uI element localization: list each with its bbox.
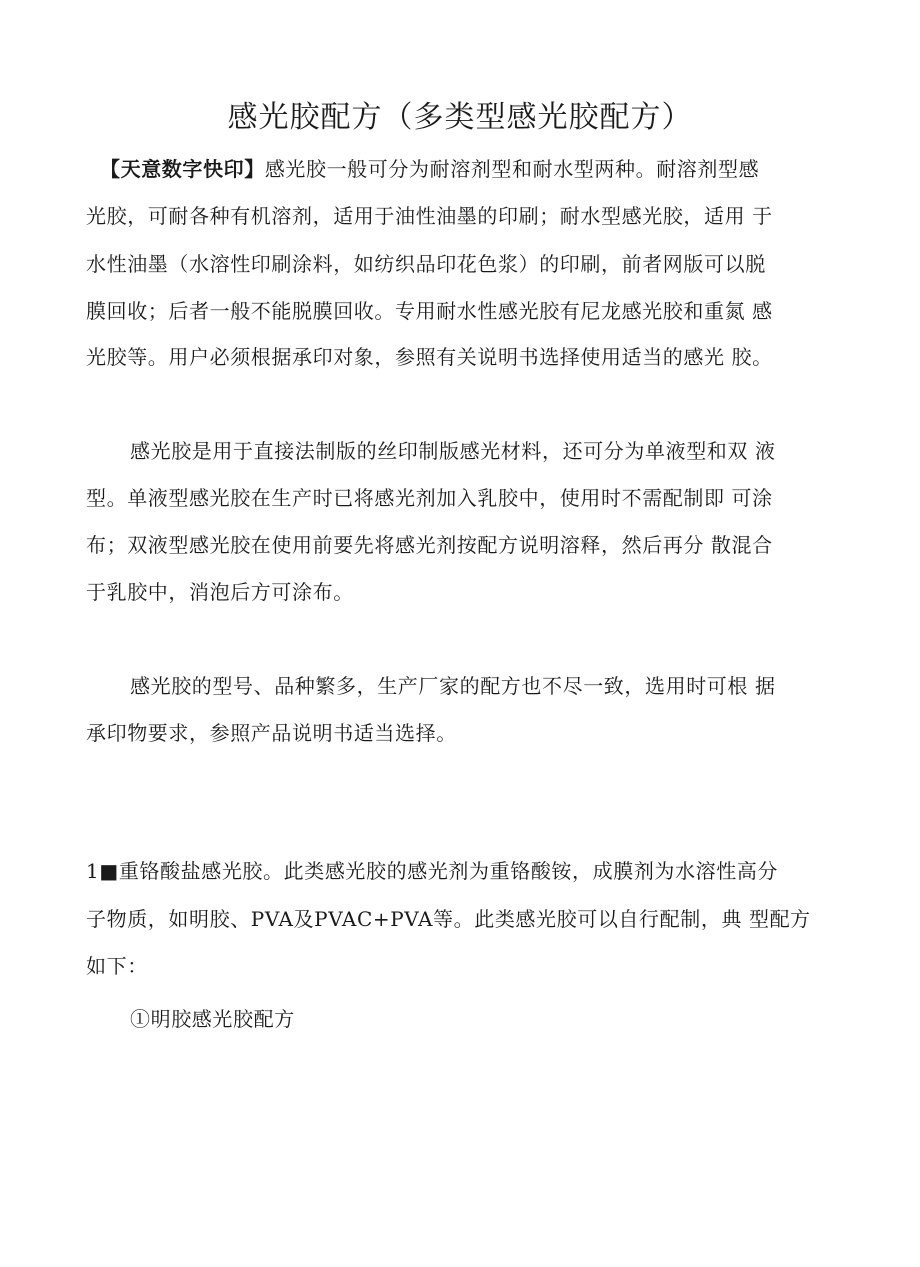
paragraph-2-line-2: 型。单液型感光胶在生产时已将感光剂加入乳胶中，使用时不需配制即 可涂 [86,486,773,510]
subsection-heading: ①明胶感光胶配方 [130,1007,295,1031]
source-tag: 【天意数字快印】 [100,157,265,181]
paragraph-1-line-3: 水性油墨（水溶性印刷涂料，如纺织品印花色浆）的印刷，前者网版可以脱 [86,252,766,276]
paragraph-4-line-2: 子物质，如明胶、PVA及PVAC+PVA等。此类感光胶可以自行配制，典 型配方 [86,907,811,931]
paragraph-4-line-1: 1■重铬酸盐感光胶。此类感光胶的感光剂为重铬酸铵，成膜剂为水溶性高分 [86,859,779,883]
paragraph-3-line-2: 承印物要求，参照产品说明书适当选择。 [86,721,457,745]
paragraph-1-line-5: 光胶等。用户必须根据承印对象，参照有关说明书选择使用适当的感光 胶。 [86,345,773,369]
paragraph-2-line-1: 感光胶是用于直接法制版的丝印制版感光材料，还可分为单液型和双 液 [130,439,776,463]
document-title: 感光胶配方（多类型感光胶配方） [227,100,693,135]
paragraph-1-line-1 [100,154,759,184]
paragraph-3-line-1: 感光胶的型号、品种繁多，生产厂家的配方也不尽一致，选用时可根 据 [130,674,776,698]
paragraph-1-line-4: 膜回收；后者一般不能脱膜回收。专用耐水性感光胶有尼龙感光胶和重氮 感 [86,299,773,323]
paragraph-4-line-3: 如下： [86,954,148,978]
paragraph-1-line-1-text: 感光胶一般可分为耐溶剂型和耐水型两种。耐溶剂型感 [264,157,760,181]
paragraph-1-line-2: 光胶，可耐各种有机溶剂，适用于油性油墨的印刷；耐水型感光胶，适用 于 [86,204,773,228]
paragraph-2-line-4: 于乳胶中，消泡后方可涂布。 [86,580,354,604]
paragraph-2-line-3: 布；双液型感光胶在使用前要先将感光剂按配方说明溶释，然后再分 散混合 [86,533,773,557]
